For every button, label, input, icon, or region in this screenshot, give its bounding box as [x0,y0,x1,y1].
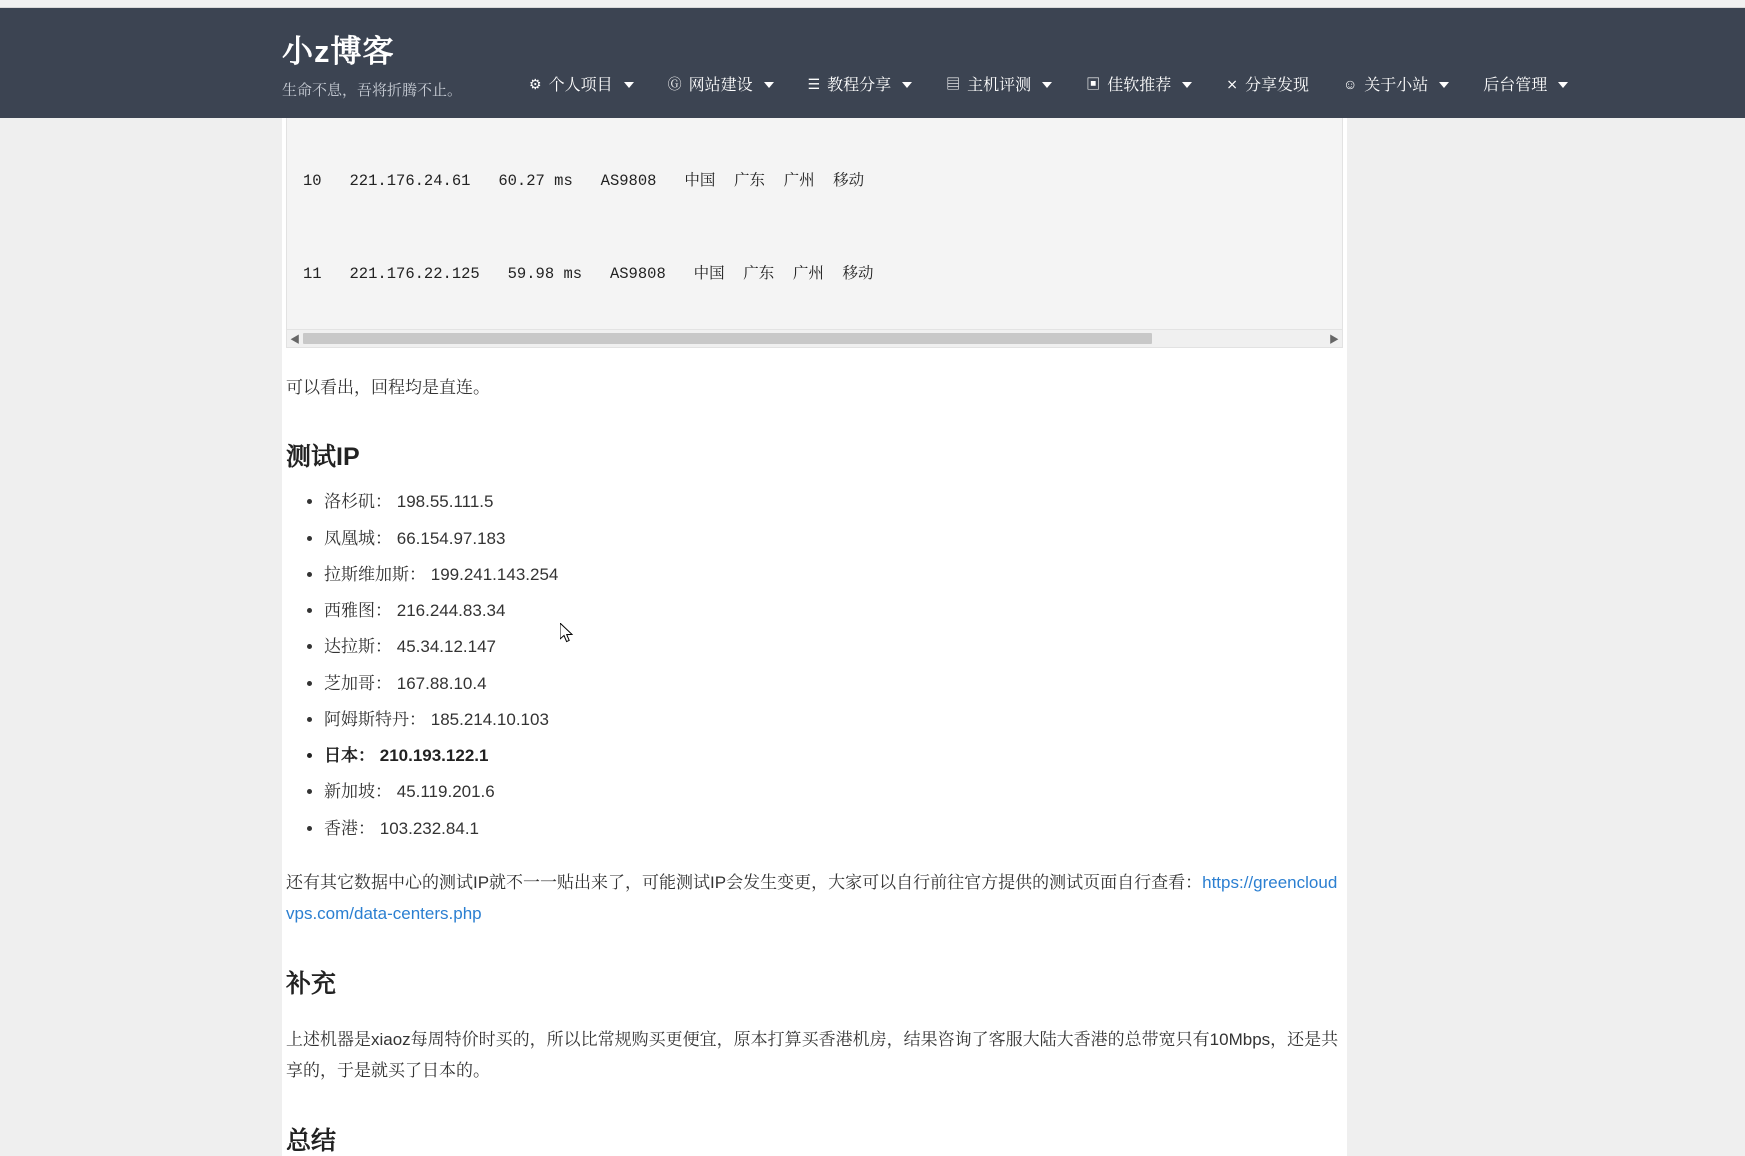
book-icon: ☰ [807,75,821,92]
list-item [324,524,1347,553]
list-item [324,596,1347,625]
scrollbar-thumb[interactable] [303,333,1152,344]
ip-value: 216.244.83.34 [396,601,506,621]
ip-city: 西雅图： [324,601,392,621]
share-icon: ⨯ [1226,75,1238,92]
traceroute-line: 11 221.176.22.125 59.98 ms AS9808 中国 广东 广州 移动 [303,265,874,283]
nav-label: 关于小站 [1364,77,1429,94]
ip-value: 198.55.111.5 [396,492,494,512]
nav-label: 教程分享 [827,77,892,94]
nav-item-tutorials[interactable] [791,66,930,101]
ip-city: 阿姆斯特丹： [324,709,426,729]
traceroute-code-block [286,118,1343,348]
other-datacenters-paragraph [282,867,1347,930]
nav-label: 后台管理 [1483,77,1548,94]
ip-city: 香港： [324,818,375,838]
ip-value: 66.154.97.183 [396,528,506,548]
ip-value: 210.193.122.1 [379,746,489,766]
chevron-down-icon [1042,82,1052,88]
scroll-left-arrow-icon[interactable]: ◀ [290,335,300,346]
list-item [324,705,1347,734]
sitemap-icon: Ⓖ [667,75,682,92]
page-background [0,118,1745,1156]
app-icon: ▣ [1086,75,1101,92]
traceroute-lines [287,118,1342,348]
ip-value: 103.232.84.1 [379,818,479,838]
chevron-down-icon [1558,82,1568,88]
scroll-right-arrow-icon[interactable]: ▶ [1329,335,1339,346]
article-container [282,118,1347,1156]
section-title-test-ip: 测试IP [286,443,360,472]
nav-item-about[interactable] [1326,66,1466,101]
nav-item-admin[interactable] [1466,66,1585,101]
supplement-paragraph: 上述机器是xiaoz每周特价时买的，所以比常规购买更便宜，原本打算买香港机房，结果咨询了客服大陆大香港的总带宽只有10Mbps，还是共享的，于是就买了日本的。 [286,1029,1339,1081]
other-datacenters-text: 还有其它数据中心的测试IP就不一一贴出来了，可能测试IP会发生变更，大家可以自行前往官方提供的测试页面自行查看： [286,872,1203,892]
nav-item-share-discover[interactable] [1209,66,1326,101]
server-icon: ▤ [946,75,961,92]
site-header [0,8,1745,118]
datacenters-link[interactable]: https://greencloudvps.com/data-centers.php [286,872,1338,924]
nav-label: 个人项目 [548,77,613,94]
list-item [324,777,1347,806]
site-brand[interactable] [282,34,512,100]
github-icon: ⚙ [529,75,542,92]
main-navigation [512,66,1745,101]
ip-city: 芝加哥： [324,673,392,693]
browser-chrome-strip [0,0,1745,8]
list-item [324,669,1347,698]
list-item [324,814,1347,843]
nav-item-host-reviews[interactable] [929,66,1069,101]
section-title-summary: 总结 [286,1126,337,1155]
ip-value: 185.214.10.103 [430,709,549,729]
ip-value: 45.34.12.147 [396,637,496,657]
nav-item-website-building[interactable] [651,66,791,101]
ip-city: 日本： [324,746,375,766]
test-ip-list [282,487,1347,842]
nav-label: 网站建设 [688,77,753,94]
ip-city: 凤凰城： [324,528,392,548]
list-item [324,487,1347,516]
chevron-down-icon [1439,82,1449,88]
nav-label: 佳软推荐 [1107,77,1172,94]
chevron-down-icon [764,82,774,88]
ip-value: 199.241.143.254 [430,564,559,584]
chevron-down-icon [902,82,912,88]
chevron-down-icon [1182,82,1192,88]
section-title-supplement: 补充 [286,969,337,998]
scrollbar-track[interactable] [303,333,1326,344]
traceroute-line: 10 221.176.24.61 60.27 ms AS9808 中国 广东 广州 移动 [303,172,865,190]
ip-city: 达拉斯： [324,637,392,657]
site-tagline: 生命不息，吾将折腾不止。 [282,81,463,99]
site-title: 小z博客 [282,34,395,69]
ip-city: 新加坡： [324,782,392,802]
ip-value: 167.88.10.4 [396,673,487,693]
code-horizontal-scrollbar[interactable] [287,329,1342,347]
nav-item-software-picks[interactable] [1069,66,1209,101]
list-item [324,741,1347,770]
nav-item-personal-projects[interactable] [512,66,651,101]
list-item [324,632,1347,661]
traceroute-note: 可以看出，回程均是直连。 [286,378,490,397]
nav-label: 主机评测 [967,77,1032,94]
nav-label: 分享发现 [1244,77,1309,94]
list-item [324,560,1347,589]
ip-city: 洛杉矶： [324,492,392,512]
chevron-down-icon [624,82,634,88]
user-icon: ☺ [1342,75,1358,92]
ip-city: 拉斯维加斯： [324,564,426,584]
ip-value: 45.119.201.6 [396,782,495,802]
